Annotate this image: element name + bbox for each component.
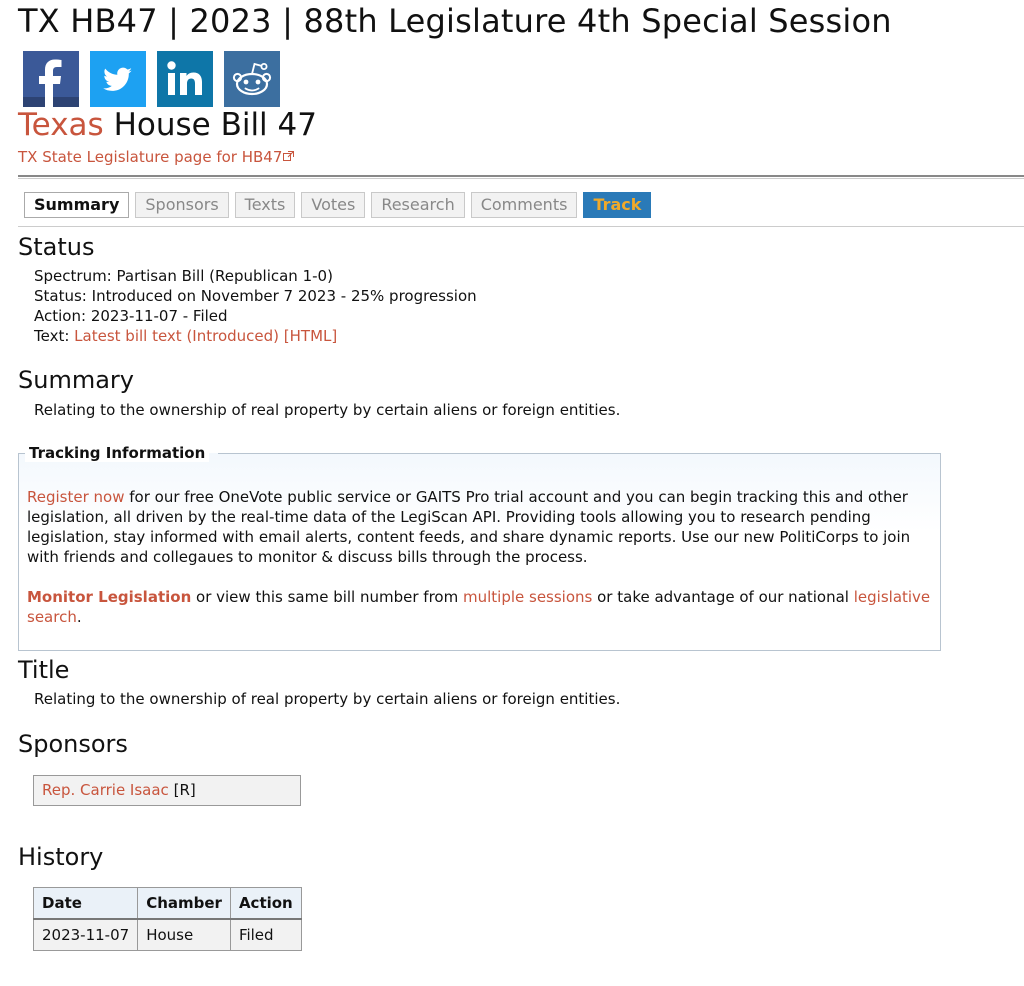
tracking-paragraph-1-text: for our free OneVote public service or GAITS Pro trial account and you can begin tracking this and other legislation, all driven by the real-time data of the LegiScan API. Providing tools allowing you to research pending legislation, stay informed with email alerts, content feeds, and share dynamic reports. Use our new PolitiCorps to join with friends and collegaues to monitor & discuss bills through the process. [27,488,911,566]
facebook-icon [23,51,79,107]
twitter-icon [90,51,146,107]
spectrum-label: Spectrum: [34,267,112,285]
tab-track[interactable]: Track [583,192,651,218]
title-heading: Title [18,656,70,684]
table-row [34,919,302,951]
bill-state: Texas [18,107,104,143]
status-details [34,266,477,346]
register-now-link[interactable]: Register now [27,488,125,506]
status-value: Introduced on November 7 2023 - 25% progression [91,287,477,305]
tracking-paragraph-2-text-b: or take advantage of our national [592,588,854,606]
history-col-chamber: Chamber [138,888,231,920]
tab-comments[interactable]: Comments [471,192,578,218]
monitor-legislation-link[interactable]: Monitor Legislation [27,588,192,606]
status-heading: Status [18,233,95,261]
history-header-row [34,888,302,920]
history-col-date: Date [34,888,138,920]
tracking-paragraph-1 [27,487,932,567]
reddit-share-button[interactable] [224,51,280,107]
tab-divider [18,226,1024,227]
tab-texts[interactable]: Texts [235,192,296,218]
legislature-page-link-text: TX State Legislature page for HB47 [18,148,283,166]
spectrum-line [34,266,477,286]
action-value: 2023-11-07 - Filed [90,307,228,325]
history-col-action: Action [230,888,301,920]
legislature-page-link[interactable] [18,148,294,166]
tab-bar [24,192,651,218]
multiple-sessions-link[interactable]: multiple sessions [462,588,593,606]
sponsor-item [33,775,301,806]
latest-bill-text-link[interactable]: Latest bill text (Introduced) [HTML] [74,327,338,345]
tracking-paragraph-2-end: . [76,608,82,626]
summary-text: Relating to the ownership of real property by certain aliens or foreign entities. [34,401,621,419]
social-share-bar [23,51,280,107]
header-divider-shadow [18,178,1024,179]
bill-name: House Bill 47 [113,107,317,143]
tab-sponsors[interactable]: Sponsors [135,192,228,218]
tracking-paragraph-2 [27,587,932,627]
tracking-legend: Tracking Information [25,444,209,462]
status-label: Status: [34,287,87,305]
history-chamber-cell: House [138,919,231,951]
legislative-search-link[interactable]: legislative search [27,588,931,626]
linkedin-share-button[interactable] [157,51,213,107]
sponsor-party: [R] [173,781,196,799]
history-action-cell: Filed [230,919,301,951]
history-heading: History [18,843,104,871]
tracking-information-box [18,444,941,651]
bill-heading [18,107,317,143]
tracking-paragraph-2-text-a: or view this same bill number from [191,588,463,606]
tab-research[interactable]: Research [371,192,464,218]
header-divider [18,175,1024,177]
tab-votes[interactable]: Votes [301,192,365,218]
text-label: Text: [34,327,70,345]
sponsor-link[interactable]: Rep. Carrie Isaac [42,781,169,799]
history-date-cell: 2023-11-07 [34,919,138,951]
tracking-border-right [218,453,940,454]
reddit-icon [224,51,280,107]
title-text: Relating to the ownership of real property by certain aliens or foreign entities. [34,690,621,708]
external-link-icon [283,151,294,161]
twitter-share-button[interactable] [90,51,146,107]
history-table [33,887,302,951]
spectrum-value: Partisan Bill (Republican 1-0) [116,267,333,285]
action-label: Action: [34,307,87,325]
facebook-share-button[interactable] [23,51,79,107]
linkedin-icon [157,51,213,107]
text-line [34,326,477,346]
status-line [34,286,477,306]
page-title: TX HB47 | 2023 | 88th Legislature 4th Special Session [18,2,892,40]
action-line [34,306,477,326]
summary-heading: Summary [18,366,134,394]
tab-summary[interactable]: Summary [24,192,129,218]
sponsors-heading: Sponsors [18,730,128,758]
